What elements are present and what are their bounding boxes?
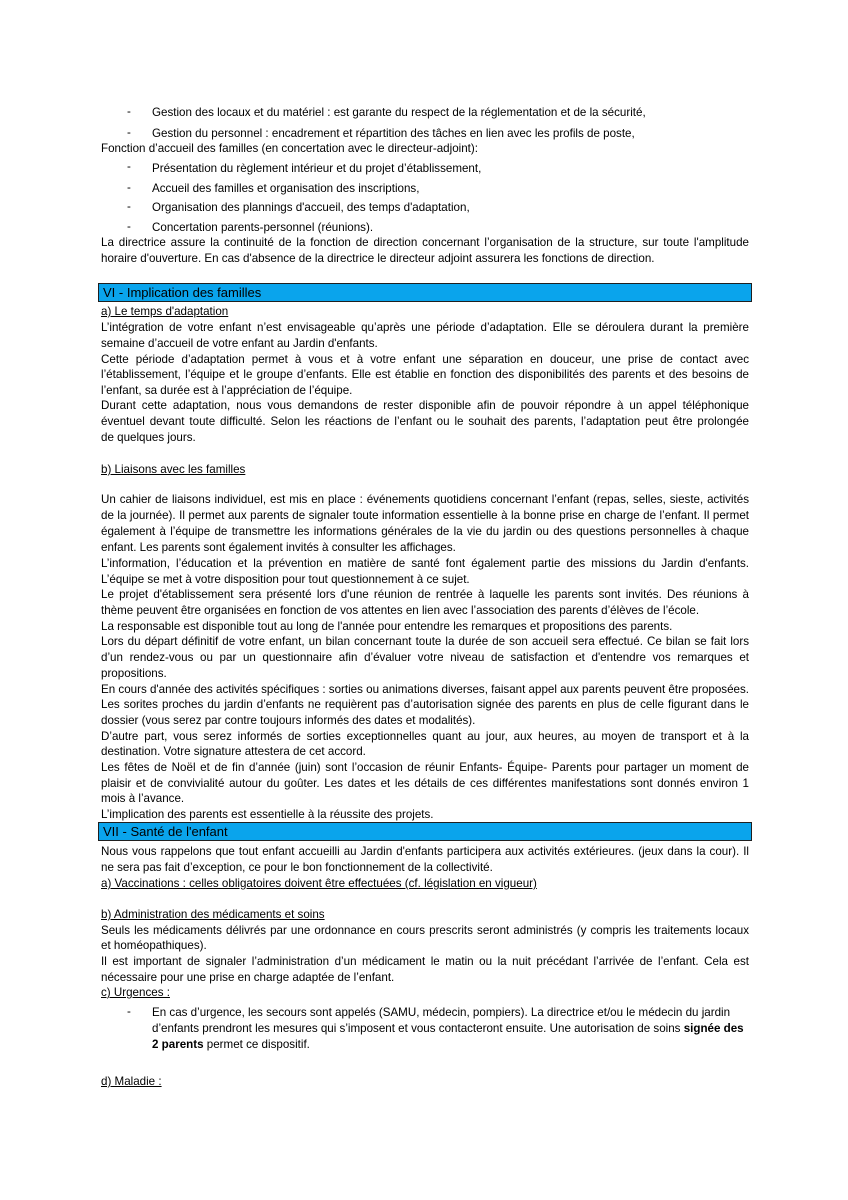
- paragraph-line: et homéopathiques).: [101, 939, 207, 952]
- paragraph-line: Le projet d'établissement sera présenté lors d'une réunion de rentrée à laquelle les parents sont invités. Des réunions à: [101, 588, 749, 601]
- section-header-vi: VI - Implication des familles: [98, 283, 752, 302]
- paragraph-line: propositions.: [101, 667, 167, 680]
- paragraph-line: Seuls les médicaments délivrés par une ordonnance en cours prescrits seront administrés (y compris les traitements locaux: [101, 924, 749, 937]
- paragraph-line: Les sorites proches du jardin d’enfants ne requièrent pas d’autorisation signée des parents en plus de celle figurant dans le: [101, 698, 749, 711]
- paragraph-line: thème peuvent être organisées en fonction de vos attentes en lien avec l’association des parents d’élèves de l’école.: [101, 604, 700, 617]
- paragraph-line: de la journée). Il permet aux parents de signaler toute information essentielle à la bonne prise en charge de l’enfant. Il permet: [101, 509, 749, 522]
- paragraph-line: Cette période d’adaptation permet à vous et à votre enfant une séparation en douceur, une prise de contact avec: [101, 353, 749, 366]
- list-dash: -: [127, 160, 131, 173]
- paragraph-line: mois à l’avance.: [101, 792, 185, 805]
- paragraph-line: L’intégration de votre enfant n’est envisageable qu’après une période d’adaptation. Elle se déroulera durant la première: [101, 321, 749, 334]
- fonction-title: Fonction d’accueil des familles (en concertation avec le directeur-adjoint):: [101, 142, 478, 155]
- urgence-line: [152, 1005, 730, 1021]
- section-header-vii: VII - Santé de l'enfant: [98, 822, 752, 841]
- list-item: Accueil des familles et organisation des inscriptions,: [152, 182, 420, 195]
- urgence-line: [152, 1037, 310, 1053]
- paragraph-line: L’implication des parents est essentielle à la réussite des projets.: [101, 808, 434, 821]
- paragraph-line: nécessaire pour une prise en charge adaptée de l’enfant.: [101, 971, 395, 984]
- urgence-line: [152, 1021, 744, 1037]
- paragraph-line: semaine d’accueil de votre enfant au Jardin d'enfants.: [101, 337, 378, 350]
- list-item: Gestion du personnel : encadrement et répartition des tâches en lien avec les profils de poste,: [152, 127, 635, 140]
- paragraph-line: La responsable est disponible tout au long de l'année pour entendre les remarques et propositions des parents.: [101, 620, 673, 633]
- subheading-a: a) Le temps d'adaptation: [101, 305, 229, 318]
- paragraph-line: L’équipe se met à votre disposition pour tout questionnement à ce sujet.: [101, 573, 470, 586]
- urgence-bold: 2 parents: [152, 1038, 204, 1051]
- paragraph-line: En cours d'année des activités spécifiques : sorties ou animations diverses, faisant appel aux parents peuvent être proposées.: [101, 683, 749, 696]
- paragraph-line: éventuel devant toute difficulté. Selon les réactions de l’enfant ou le souhait des parents, l’adaptation peut être prolongée: [101, 415, 749, 428]
- list-dash: -: [127, 1005, 131, 1018]
- list-dash: -: [127, 220, 131, 233]
- paragraph-line: Les fêtes de Noël et de fin d’année (juin) sont l’occasion de réunir Enfants- Équipe- Parents pour partager un moment de: [101, 761, 749, 774]
- paragraph-line: de quelques jours.: [101, 431, 196, 444]
- paragraph-line: horaire d'ouverture. En cas d'absence de la directrice le directeur adjoint assurera les fonctions de direction.: [101, 252, 655, 265]
- list-item: Organisation des plannings d'accueil, des temps d'adaptation,: [152, 201, 470, 214]
- urgence-bold: signée des: [683, 1022, 744, 1035]
- list-item: Présentation du règlement intérieur et du projet d’établissement,: [152, 162, 482, 175]
- paragraph-line: Lors du départ définitif de votre enfant, un bilan concernant toute la durée de son accueil sera effectué. Ce bilan se fait lors: [101, 635, 749, 648]
- paragraph-line: La directrice assure la continuité de la fonction de direction concernant l’organisation de la structure, sur toute l'amplitude: [101, 236, 749, 249]
- subheading-b: b) Liaisons avec les familles: [101, 463, 246, 476]
- subheading-medicaments: b) Administration des médicaments et soins: [101, 908, 325, 921]
- subheading-vaccinations: a) Vaccinations : celles obligatoires doivent être effectuées (cf. législation en vigueur): [101, 877, 537, 890]
- paragraph-line: dossier (vous serez par contre toujours informés des dates et modalités).: [101, 714, 476, 727]
- paragraph-line: d’un rendez-vous ou par un questionnaire afin d’évaluer votre niveau de satisfaction et d'entendre vos remarques et: [101, 651, 749, 664]
- subheading-maladie: d) Maladie :: [101, 1075, 162, 1088]
- list-dash: -: [127, 200, 131, 213]
- paragraph-line: Durant cette adaptation, nous vous demandons de rester disponible afin de pouvoir répondre à un appel téléphonique: [101, 399, 749, 412]
- list-item: Concertation parents-personnel (réunions).: [152, 221, 374, 234]
- paragraph-line: Un cahier de liaisons individuel, est mis en place : événements quotidiens concernant l’enfant (repas, selles, sieste, activités: [101, 493, 749, 506]
- urgence-text: d’enfants prendront les mesures qui s’imposent et vous contacteront ensuite. Une autorisation de soins: [152, 1022, 681, 1035]
- paragraph-line: plaisir et de convivialité autour du goûter. Les dates et les détails de ces différentes manifestations sont donnés environ 1: [101, 777, 749, 790]
- list-dash: -: [127, 181, 131, 194]
- urgence-text: En cas d’urgence, les secours sont appelés (SAMU, médecin, pompiers).: [152, 1006, 528, 1019]
- list-item: Gestion des locaux et du matériel : est garante du respect de la réglementation et de la sécurité,: [152, 106, 646, 119]
- paragraph-line: ne sera pas fait d’exception, ce pour le bon fonctionnement de la collectivité.: [101, 861, 493, 874]
- paragraph-line: L’information, l’éducation et la prévention en matière de santé font également partie des missions du Jardin d'enfants.: [101, 557, 749, 570]
- paragraph-line: D’autre part, vous serez informés de sorties exceptionnelles quant au jour, aux heures, au moyen de transport et à la: [101, 730, 749, 743]
- paragraph-line: l’établissement, l’équipe et le groupe d’enfants. Elle est établie en fonction des disponibilités des parents et des besoins de: [101, 368, 749, 381]
- paragraph-line: Il est important de signaler l’administration d’un médicament le matin ou la nuit précédant l’arrivée de l’enfant. Cela est: [101, 955, 749, 968]
- paragraph-line: l’enfant, sa durée est à l’appréciation de l’équipe.: [101, 384, 353, 397]
- subheading-urgences: c) Urgences :: [101, 986, 170, 999]
- list-dash: -: [127, 126, 131, 139]
- paragraph-line: enfant. Les parents sont également invités à consulter les affichages.: [101, 541, 456, 554]
- urgence-text-cont: La directrice et/ou le médecin du jardin: [527, 1006, 731, 1019]
- list-dash: -: [127, 105, 131, 118]
- paragraph-line: destination. Votre signature attestera de cet accord.: [101, 745, 366, 758]
- paragraph-line: également à l’équipe de transmettre les informations générales de la vie du jardin ou des questions personnelles à chaque: [101, 525, 749, 538]
- paragraph-line: Nous vous rappelons que tout enfant accueilli au Jardin d'enfants participera aux activités extérieures. (jeux dans la cour). Il: [101, 845, 749, 858]
- urgence-text: permet ce dispositif.: [203, 1038, 310, 1051]
